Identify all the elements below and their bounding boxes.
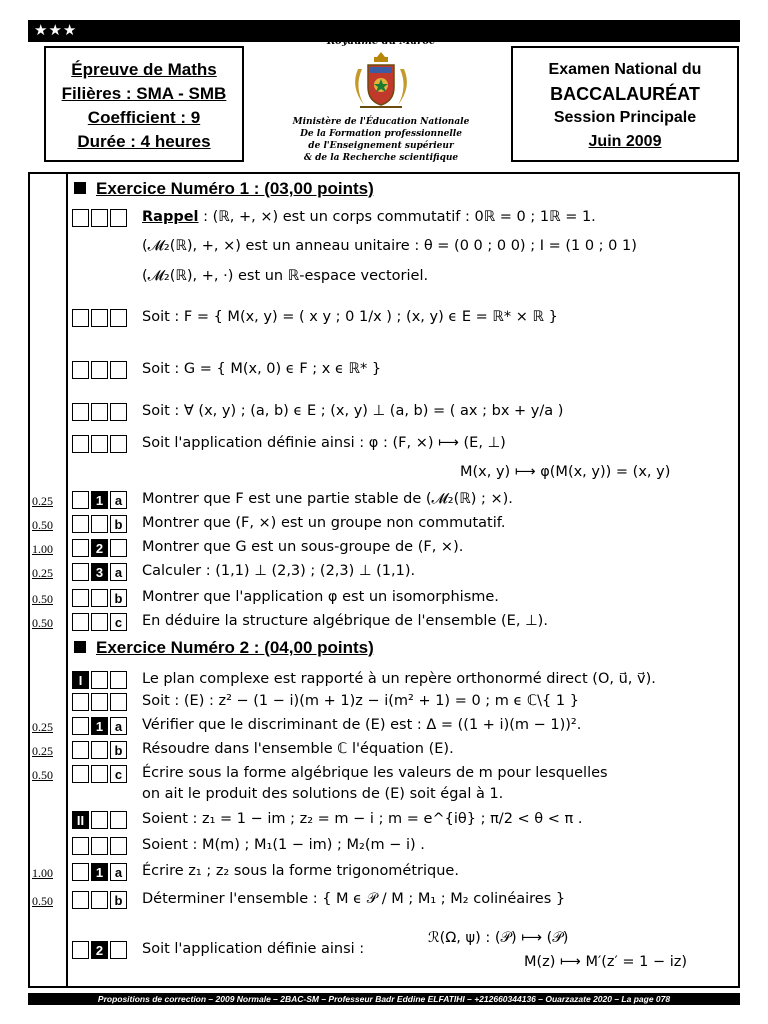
answer-checkbox bbox=[72, 891, 89, 909]
answer-boxes bbox=[72, 309, 127, 327]
rappel-line-1: Rappel : (ℝ, +, ×) est un corps commutatif : 0ℝ = 0 ; 1ℝ = 1. bbox=[142, 209, 596, 225]
answer-checkbox: 1 bbox=[91, 717, 108, 735]
ex2-points-row bbox=[30, 836, 738, 858]
exam-type: Examen National du bbox=[548, 61, 702, 78]
answer-checkbox bbox=[110, 361, 127, 379]
answer-checkbox bbox=[110, 837, 127, 855]
question-row bbox=[30, 490, 738, 512]
exam-duration: Durée : 4 heures bbox=[77, 132, 211, 151]
answer-checkbox bbox=[72, 941, 89, 959]
answer-checkbox bbox=[110, 671, 127, 689]
footer-bar: Propositions de correction – 2009 Normale – 2BAC-SM – Professeur Badr Eddine ELFATIHI – +212660344136 – Ouarzazate 2020 – La page 078 bbox=[28, 993, 740, 1005]
question-row bbox=[30, 890, 738, 912]
answer-checkbox bbox=[91, 693, 108, 711]
question-text: Déterminer l'ensemble : { M ϵ 𝒫 / M ; M₁ ; M₂ colinéaires } bbox=[142, 891, 566, 907]
answer-checkbox bbox=[72, 765, 89, 783]
exam-session: Session Principale bbox=[553, 109, 697, 126]
answer-checkbox: I bbox=[72, 671, 89, 689]
answer-checkbox: b bbox=[110, 515, 127, 533]
last-application-math-1: ℛ(Ω, ψ) : (𝒫) ⟼ (𝒫) bbox=[428, 930, 569, 946]
question-text: Montrer que l'application φ est un isomorphisme. bbox=[142, 589, 499, 605]
ministry-block bbox=[258, 34, 504, 168]
answer-checkbox: 1 bbox=[91, 491, 108, 509]
answer-checkbox bbox=[91, 671, 108, 689]
last-application-math-2: M(z) ⟼ M′(z′ = 1 − iz) bbox=[524, 954, 688, 970]
ex2-part1-row bbox=[30, 670, 738, 692]
answer-checkbox: b bbox=[110, 741, 127, 759]
exam-name: BACCALAURÉAT bbox=[550, 84, 700, 104]
law-definition: Soit : ∀ (x, y) ; (a, b) ϵ E ; (x, y) ⊥ (a, b) = ( ax ; bx + y/a ) bbox=[142, 403, 564, 419]
answer-checkbox bbox=[91, 811, 108, 829]
definition-G: Soit : G = { M(x, 0) ϵ F ; x ϵ ℝ* } bbox=[142, 361, 382, 377]
question-row bbox=[30, 588, 738, 610]
question-text: Résoudre dans l'ensemble ℂ l'équation (E). bbox=[142, 741, 454, 757]
question-points: 0.50 bbox=[32, 768, 53, 782]
answer-checkbox: 2 bbox=[91, 941, 108, 959]
bullet-icon bbox=[74, 641, 86, 653]
ex1-law-row bbox=[30, 402, 738, 424]
answer-checkbox bbox=[72, 563, 89, 581]
answer-checkbox bbox=[72, 539, 89, 557]
answer-boxes bbox=[72, 613, 127, 631]
answer-checkbox bbox=[72, 435, 89, 453]
answer-checkbox: a bbox=[110, 717, 127, 735]
answer-checkbox bbox=[110, 941, 127, 959]
soient-line-2: Soient : M(m) ; M₁(1 − im) ; M₂(m − i) . bbox=[142, 837, 425, 853]
answer-checkbox: 1 bbox=[91, 863, 108, 881]
answer-checkbox bbox=[91, 613, 108, 631]
answer-boxes bbox=[72, 515, 127, 533]
stars: ★★★ bbox=[34, 21, 78, 39]
answer-checkbox bbox=[91, 741, 108, 759]
ministry-line-4: & de la Recherche scientifique bbox=[303, 153, 459, 163]
answer-checkbox: b bbox=[110, 891, 127, 909]
answer-checkbox: c bbox=[110, 765, 127, 783]
exam-streams: Filières : SMA - SMB bbox=[61, 84, 227, 103]
answer-checkbox bbox=[72, 491, 89, 509]
answer-checkbox bbox=[110, 811, 127, 829]
question-c-continuation: on ait le produit des solutions de (E) soit égal à 1. bbox=[142, 786, 504, 802]
question-points: 0.25 bbox=[32, 720, 53, 734]
answer-checkbox bbox=[72, 741, 89, 759]
answer-boxes bbox=[72, 891, 127, 909]
kingdom-label: Royaume du Maroc bbox=[326, 36, 436, 47]
answer-checkbox bbox=[72, 717, 89, 735]
answer-checkbox bbox=[72, 209, 89, 227]
application-line-1: Soit l'application définie ainsi : φ : (F, ×) ⟼ (E, ⊥) bbox=[142, 435, 506, 451]
soient-line-1: Soient : z₁ = 1 − im ; z₂ = m − i ; m = e^{iθ} ; π/2 < θ < π . bbox=[142, 811, 583, 827]
answer-boxes bbox=[72, 589, 127, 607]
answer-checkbox bbox=[72, 863, 89, 881]
answer-boxes bbox=[72, 491, 127, 509]
answer-checkbox bbox=[72, 361, 89, 379]
answer-checkbox bbox=[72, 613, 89, 631]
question-text: Écrire z₁ ; z₂ sous la forme trigonométrique. bbox=[142, 863, 459, 879]
question-row bbox=[30, 740, 738, 762]
answer-checkbox bbox=[91, 403, 108, 421]
question-row bbox=[30, 862, 738, 884]
answer-checkbox: c bbox=[110, 613, 127, 631]
question-points: 1.00 bbox=[32, 866, 53, 880]
ministry-line-2: De la Formation professionnelle bbox=[300, 129, 462, 139]
answer-checkbox bbox=[91, 589, 108, 607]
question-text: Montrer que G est un sous-groupe de (F, ×). bbox=[142, 539, 464, 555]
exam-date: Juin 2009 bbox=[588, 133, 662, 150]
answer-checkbox bbox=[91, 515, 108, 533]
answer-checkbox: a bbox=[110, 863, 127, 881]
question-text: Montrer que F est une partie stable de (𝓜₂(ℝ) ; ×). bbox=[142, 491, 513, 507]
answer-checkbox bbox=[110, 403, 127, 421]
answer-boxes bbox=[72, 361, 127, 379]
question-row bbox=[30, 716, 738, 738]
ex1-def-F-row bbox=[30, 308, 738, 330]
part1-text: Le plan complexe est rapporté à un repère orthonormé direct (O, u⃗, v⃗). bbox=[142, 671, 656, 687]
ex1-application-row bbox=[30, 434, 738, 456]
answer-checkbox: 2 bbox=[91, 539, 108, 557]
answer-boxes bbox=[72, 837, 127, 855]
question-text: Vérifier que le discriminant de (E) est : Δ = ((1 + i)(m − 1))². bbox=[142, 717, 582, 733]
question-points: 0.25 bbox=[32, 566, 53, 580]
answer-checkbox: a bbox=[110, 491, 127, 509]
question-text: Montrer que (F, ×) est un groupe non commutatif. bbox=[142, 515, 506, 531]
answer-checkbox bbox=[110, 309, 127, 327]
answer-checkbox bbox=[91, 891, 108, 909]
rappel-line-3: (𝓜₂(ℝ), +, ·) est un ℝ-espace vectoriel. bbox=[142, 268, 429, 284]
answer-checkbox bbox=[72, 403, 89, 421]
definition-F: Soit : F = { M(x, y) = ( x y ; 0 1/x ) ; (x, y) ϵ E = ℝ* × ℝ } bbox=[142, 309, 558, 325]
question-points: 0.25 bbox=[32, 744, 53, 758]
answer-checkbox bbox=[110, 539, 127, 557]
answer-checkbox bbox=[110, 435, 127, 453]
answer-checkbox bbox=[72, 589, 89, 607]
rappel-line-2: (𝓜₂(ℝ), +, ×) est un anneau unitaire : θ = (0 0 ; 0 0) ; I = (1 0 ; 0 1) bbox=[142, 238, 637, 254]
coat-of-arms-icon bbox=[346, 49, 416, 111]
question-row bbox=[30, 562, 738, 584]
last-application-text: Soit l'application définie ainsi : bbox=[142, 941, 365, 957]
question-row bbox=[30, 538, 738, 560]
answer-checkbox bbox=[91, 361, 108, 379]
question-text: En déduire la structure algébrique de l'ensemble (E, ⊥). bbox=[142, 613, 548, 629]
exam-session-box bbox=[511, 46, 739, 162]
answer-checkbox bbox=[72, 693, 89, 711]
answer-boxes bbox=[72, 741, 127, 759]
answer-checkbox bbox=[72, 309, 89, 327]
ex1-def-G-row bbox=[30, 360, 738, 382]
answer-boxes bbox=[72, 717, 127, 735]
question-points: 0.50 bbox=[32, 616, 53, 630]
answer-checkbox bbox=[72, 515, 89, 533]
question-points: 0.25 bbox=[32, 494, 53, 508]
answer-boxes bbox=[72, 765, 127, 783]
ministry-line-3: de l'Enseignement supérieur bbox=[308, 141, 454, 151]
question-points: 0.50 bbox=[32, 894, 53, 908]
answer-checkbox bbox=[91, 765, 108, 783]
answer-checkbox bbox=[91, 837, 108, 855]
answer-checkbox bbox=[72, 837, 89, 855]
question-row bbox=[30, 764, 738, 786]
ministry-line-1: Ministère de l'Éducation Nationale bbox=[292, 117, 470, 127]
answer-boxes bbox=[72, 863, 127, 881]
exercise-frame bbox=[28, 172, 740, 988]
answer-checkbox bbox=[110, 693, 127, 711]
exercise-1-title: Exercice Numéro 1 : (03,00 points) bbox=[74, 179, 374, 199]
answer-checkbox bbox=[110, 209, 127, 227]
answer-checkbox: 3 bbox=[91, 563, 108, 581]
answer-checkbox bbox=[91, 209, 108, 227]
question-text: Écrire sous la forme algébrique les valeurs de m pour lesquelles bbox=[142, 765, 608, 781]
answer-boxes bbox=[72, 435, 127, 453]
answer-boxes bbox=[72, 403, 127, 421]
question-points: 0.50 bbox=[32, 592, 53, 606]
answer-boxes bbox=[72, 539, 127, 557]
ex2-part2-row bbox=[30, 810, 738, 832]
answer-checkbox bbox=[91, 435, 108, 453]
answer-boxes bbox=[72, 693, 127, 711]
question-points: 0.50 bbox=[32, 518, 53, 532]
equation-E: Soit : (E) : z² − (1 − i)(m + 1)z − i(m² + 1) = 0 ; m ϵ ℂ\{ 1 } bbox=[142, 693, 579, 709]
exercise-2-title: Exercice Numéro 2 : (04,00 points) bbox=[74, 638, 374, 658]
answer-boxes bbox=[72, 941, 127, 959]
answer-checkbox: b bbox=[110, 589, 127, 607]
answer-boxes bbox=[72, 563, 127, 581]
question-points: 1.00 bbox=[32, 542, 53, 556]
answer-checkbox: a bbox=[110, 563, 127, 581]
ex1-rappel-row bbox=[30, 208, 738, 230]
answer-boxes bbox=[72, 811, 127, 829]
exam-subject: Épreuve de Maths bbox=[71, 60, 217, 79]
bullet-icon bbox=[74, 182, 86, 194]
question-text: Calculer : (1,1) ⊥ (2,3) ; (2,3) ⊥ (1,1). bbox=[142, 563, 416, 579]
answer-boxes bbox=[72, 671, 127, 689]
question-row bbox=[30, 514, 738, 536]
application-line-2: M(x, y) ⟼ φ(M(x, y)) = (x, y) bbox=[460, 464, 671, 480]
question-row bbox=[30, 612, 738, 634]
answer-boxes bbox=[72, 209, 127, 227]
exam-coefficient: Coefficient : 9 bbox=[87, 108, 201, 127]
answer-checkbox bbox=[91, 309, 108, 327]
exam-info-box bbox=[44, 46, 244, 162]
ex2-equation-row bbox=[30, 692, 738, 714]
answer-checkbox: II bbox=[72, 811, 89, 829]
